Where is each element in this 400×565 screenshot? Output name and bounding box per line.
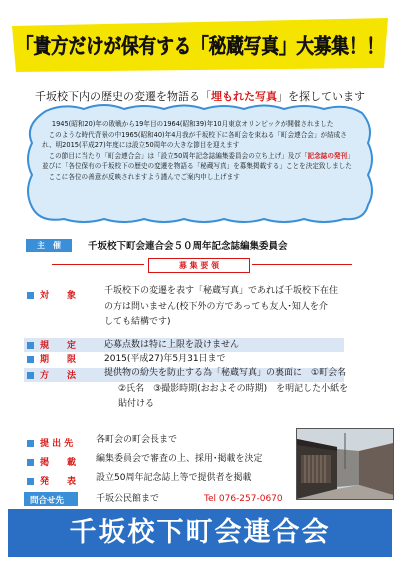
subtitle-highlight: 埋もれた写真	[211, 90, 277, 103]
row-bullet	[27, 478, 34, 485]
intro-paragraph: このような時代背景の中1965(昭和40)年4月我が千坂校下に各町会を束ねる「町会連合会」が結成され、明2015(平成27)年度には設立50周年の大きな節目を迎えます	[42, 130, 347, 150]
row-line: 提供物の紛失を防止する為「秘蔵写真」の裏面に ①町会名	[104, 368, 347, 378]
organizer-name: 千坂校下町会連合会５０周年記念誌編集委員会	[88, 241, 288, 252]
intro-paragraph: 1945(昭和20)年の敗戦から19年目の1964(昭和39)年10月東京オリンピックが開催されました	[51, 120, 334, 128]
footer-title: 千坂校下町会連合会	[69, 517, 331, 548]
row-line: 設立50周年記念誌上等で提供者を掲載	[96, 473, 252, 483]
organizer-tag: 主 催	[26, 239, 72, 252]
row-bullet	[27, 440, 34, 447]
row-bullet	[27, 292, 34, 299]
intro-paragraph: ここに各位の善意が反映されますよう謹んでご案内申し上げます	[48, 172, 240, 181]
row-text	[104, 366, 348, 413]
row-line: 各町会の町会長まで	[96, 435, 178, 445]
subtitle-pre: 千坂校下内の歴史の変遷を物語る「	[35, 90, 211, 103]
section-divider-right	[252, 264, 352, 265]
intro-p3-b: 」並びに「各位保有の千坂校下の歴史の変遷を物語る「秘蔵写真」を募集掲載する」ことを決定致しました	[42, 151, 354, 171]
row-text	[96, 452, 263, 468]
row-line: 応募点数は特に上限を設けません	[104, 340, 240, 350]
row-bullet	[27, 342, 34, 349]
row-line: 編集委員会で審査の上、採用･掲載を決定	[96, 454, 263, 464]
row-bullet	[27, 372, 34, 379]
intro-cloud	[24, 103, 376, 225]
footer-banner	[8, 509, 392, 557]
section-title: 募 集 要 領	[148, 258, 250, 273]
row-text	[96, 433, 177, 449]
street-photo-graphic	[297, 429, 393, 499]
row-line: 千坂公民館まで	[96, 494, 160, 504]
row-bullet	[27, 459, 34, 466]
intro-text	[42, 119, 360, 183]
intro-p3-red: 記念誌の発刊	[307, 151, 348, 160]
row-text	[104, 284, 338, 331]
row-label: 方 法	[40, 371, 77, 381]
row-text	[96, 471, 251, 487]
intro-p3-a: この節目に当たり「町会連合会」は「設立50周年記念誌編集委員会の立ち上げ」及び「	[48, 151, 308, 160]
row-line: の方は問いません(校下外の方であっても友人･知人を介	[104, 301, 328, 312]
row-label: 規 定	[40, 341, 77, 351]
headline-text: 「貴方だけが保有する「秘蔵写真」大募集！！	[16, 34, 384, 58]
row-label: 期 限	[40, 355, 77, 365]
row-text	[96, 492, 159, 508]
intro-paragraph	[42, 151, 360, 172]
row-line: 千坂校下の変遷を表す「秘蔵写真」であれば千坂校下在住	[104, 286, 339, 296]
headline-banner	[8, 16, 392, 74]
section-divider-left	[52, 264, 144, 265]
row-label: 対 象	[40, 291, 77, 301]
row-line: しても結構です)	[104, 317, 171, 327]
street-photo	[296, 428, 394, 500]
row-line: ②氏名 ③撮影時期(おおよその時期) を明記した小紙を	[118, 383, 349, 394]
headline-graphic	[8, 16, 392, 74]
subtitle	[0, 88, 400, 104]
contact-phone: Tel 076-257-0670	[204, 494, 283, 504]
row-label: 提 出 先	[40, 439, 74, 449]
row-label: 発 表	[40, 477, 77, 487]
row-label: 掲 載	[40, 458, 77, 468]
row-line: 2015(平成27)年5月31日まで	[104, 354, 226, 364]
row-line: 貼付ける	[118, 399, 155, 409]
row-label: 問合せ先	[30, 496, 65, 506]
row-bullet	[27, 356, 34, 363]
subtitle-post: 」を探しています	[277, 90, 365, 103]
